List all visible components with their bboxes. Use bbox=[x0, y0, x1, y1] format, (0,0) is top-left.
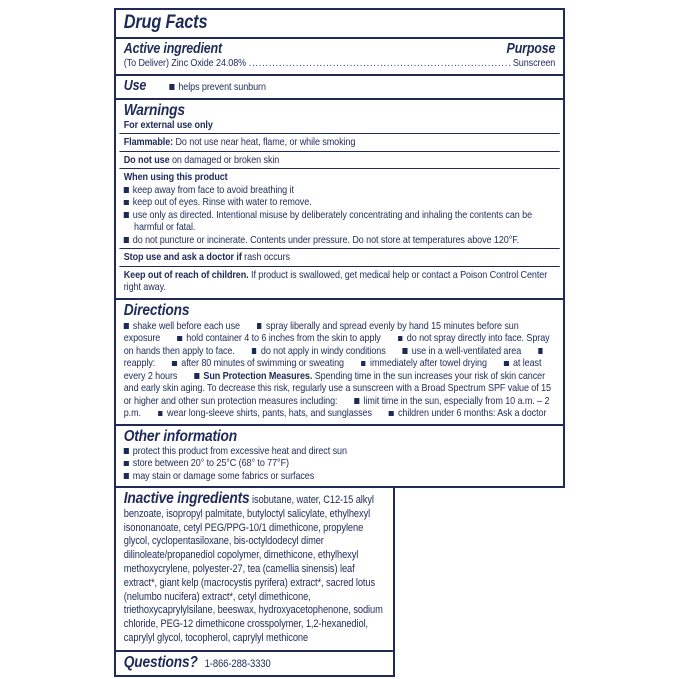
drug-facts-title: Drug Facts bbox=[123, 12, 208, 33]
active-ingredient-section bbox=[116, 37, 563, 74]
questions-section bbox=[116, 650, 393, 675]
warning-bullet: do not puncture or incinerate. Contents under pressure. Do not store at temperatures above 120°F. bbox=[124, 234, 556, 247]
inactive-ingredients-text: isobutane, water, C12-15 alkyl benzoate, isopropyl palmitate, butyloctyl salicylate, ethylhexyl isononanoate, cetyl PEG/PPG-10/1 dimethicone, propylene glycol, cyclopentasiloxane, bis-octyldodecyl dimer dilinoleate/propanediol copolymer, dimethicone, ethylhexyl methoxycrylene, polyester-27, tea (camellia sinensis) leaf extract*, giant kelp (macrocystis pyrifera) extract*, sacred lotus (nelumbo nucifera) extract*, cetyl dimethicone, triethoxycaprylylsilane, beeswax, hydroxyacetophenone, sodium chloride, PEG-12 dimethicone crosspolymer, 1,2-hexanediol, caprylyl glycol, tocopherol, caprylyl methicone bbox=[123, 494, 383, 644]
inactive-ingredients-section bbox=[116, 488, 393, 650]
divider bbox=[119, 168, 559, 169]
direction-item: children under 6 months: Ask a doctor bbox=[389, 407, 546, 419]
warning-bullet: keep out of eyes. Rinse with water to remove. bbox=[124, 196, 556, 209]
other-info-item: may stain or damage some fabrics or surfaces bbox=[124, 470, 556, 483]
active-ingredient-row bbox=[124, 57, 556, 70]
divider bbox=[119, 248, 559, 249]
direction-item: at least every 2 hours bbox=[123, 357, 542, 382]
sun-protection-item: Sun Protection Measures. Spending time in the sun increases your risk of skin cancer and early skin aging. To decrease this risk, regularly use a sunscreen with a Broad Spectrum SPF value of 15 or higher and other sun protection measures including: bbox=[123, 369, 551, 407]
drug-facts-main-panel bbox=[114, 8, 565, 488]
active-ingredient-heading: Active ingredient bbox=[123, 41, 222, 57]
direction-item: do not spray directly into face. Spray on hands then apply to face. bbox=[123, 332, 550, 357]
flammable-line: Flammable: Do not use near heat, flame, or while smoking bbox=[123, 136, 356, 148]
direction-item: wear long-sleeve shirts, pants, hats, and sunglasses bbox=[158, 407, 372, 419]
drug-facts-label bbox=[114, 8, 565, 677]
sun-protection-lead: Sun Protection Measures. bbox=[203, 369, 313, 382]
purpose-heading: Purpose bbox=[506, 41, 556, 57]
divider bbox=[119, 151, 559, 152]
stop-use-line: Stop use and ask a doctor if rash occurs bbox=[123, 251, 290, 263]
external-use-line: For external use only bbox=[123, 118, 213, 131]
purpose-value: Sunscreen bbox=[512, 57, 556, 69]
direction-item: spray liberally and spread evenly by hand 15 minutes before sun exposure bbox=[123, 319, 519, 344]
other-information-heading: Other information bbox=[123, 427, 238, 445]
direction-item: use in a well-ventilated area bbox=[403, 345, 521, 357]
warning-bullet: keep away from face to avoid breathing it bbox=[124, 184, 556, 197]
questions-heading: Questions? bbox=[123, 653, 198, 671]
keep-out-of-reach-line: Keep out of reach of children. If product is swallowed, get medical help or contact a Poison Control Center right away. bbox=[123, 268, 548, 293]
other-info-item: store between 20° to 25°C (68° to 77°F) bbox=[124, 457, 556, 470]
directions-heading: Directions bbox=[123, 301, 190, 319]
other-information-section bbox=[116, 424, 563, 487]
divider bbox=[119, 133, 559, 134]
divider bbox=[119, 266, 559, 267]
inactive-ingredients-heading: Inactive ingredients bbox=[123, 490, 250, 507]
other-info-item: protect this product from excessive heat and direct sun bbox=[124, 445, 556, 458]
dotted-leader bbox=[249, 57, 511, 70]
questions-phone: 1-866-288-3330 bbox=[204, 657, 271, 670]
active-ingredient-name: (To Deliver) Zinc Oxide 24.08% bbox=[123, 57, 247, 69]
use-item: helps prevent sunburn bbox=[169, 81, 266, 94]
direction-item: limit time in the sun, especially from 10 a.m. – 2 p.m. bbox=[123, 394, 550, 419]
warnings-section bbox=[116, 98, 563, 298]
direction-item: reapply: bbox=[124, 345, 548, 370]
warnings-heading: Warnings bbox=[123, 101, 185, 119]
direction-item: hold container 4 to 6 inches from the skin to apply bbox=[177, 332, 380, 344]
direction-item: shake well before each use bbox=[124, 320, 240, 332]
directions-text bbox=[124, 320, 556, 420]
direction-item: after 80 minutes of swimming or sweating bbox=[172, 357, 344, 369]
use-heading: Use bbox=[123, 77, 147, 94]
direction-item: immediately after towel drying bbox=[361, 357, 487, 369]
title-section bbox=[116, 10, 563, 37]
use-section bbox=[116, 74, 563, 98]
supplemental-panel bbox=[114, 488, 395, 677]
direction-item: do not apply in windy conditions bbox=[252, 345, 386, 357]
do-not-use-line: Do not use on damaged or broken skin bbox=[123, 153, 280, 166]
warning-bullet: use only as directed. Intentional misuse by deliberately concentrating and inhaling the contents can be harmful or fatal. bbox=[124, 209, 556, 234]
directions-section bbox=[116, 298, 563, 424]
when-using-heading: When using this product bbox=[123, 171, 228, 183]
